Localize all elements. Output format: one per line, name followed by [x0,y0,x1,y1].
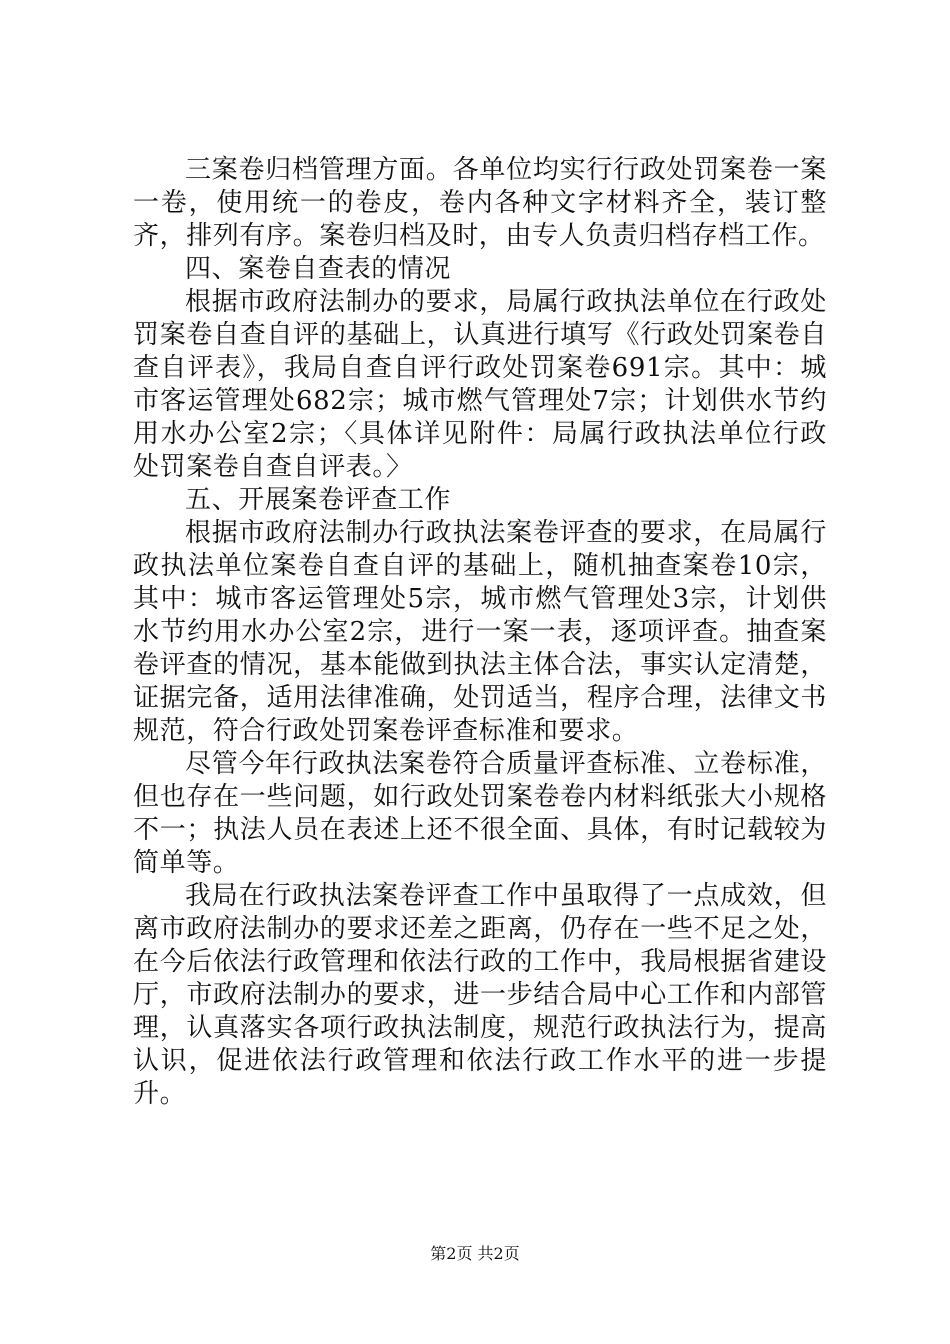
page-number-footer: 第2页 共2页 [430,1244,520,1263]
paragraph-self-check-details: 根据市政府法制办的要求，局属行政执法单位在行政处罚案卷自查自评的基础上，认真进行填写《行政处罚案卷自查自评表》，我局自查自评行政处罚案卷691宗。其中：城市客运管理处682宗；城市燃气管理处7宗；计划供水节约用水办公室2宗；〈具体详见附件：局属行政执法单位行政处罚案卷自查自评表。〉 [133,287,827,482]
paragraph-archive-management: 三案卷归档管理方面。各单位均实行行政处罚案卷一案一卷，使用统一的卷皮，卷内各种文字材料齐全，装订整齐，排列有序。案卷归档及时，由专人负责归档存档工作。 [133,155,827,251]
heading-case-review: 五、开展案卷评查工作 [185,485,452,515]
paragraph-case-review-details: 根据市政府法制办行政执法案卷评查的要求，在局属行政执法单位案卷自查自评的基础上，随机抽查案卷10宗，其中：城市客运管理处5宗，城市燃气管理处3宗，计划供水节约用水办公室2宗，进行一案一表，逐项评查。抽查案卷评查的情况，基本能做到执法主体合法，事实认定清楚，证据完备，适用法律准确，处罚适当，程序合理，法律文书规范，符合行政处罚案卷评查标准和要求。 [133,518,827,746]
paragraph-problems: 尽管今年行政执法案卷符合质量评查标准、立卷标准，但也存在一些问题，如行政处罚案卷卷内材料纸张大小规格不一；执法人员在表述上还不很全面、具体，有时记载较为简单等。 [133,749,827,878]
paragraph-conclusion: 我局在行政执法案卷评查工作中虽取得了一点成效，但离市政府法制办的要求还差之距离，仍存在一些不足之处，在今后依法行政管理和依法行政的工作中，我局根据省建设厅，市政府法制办的要求，进一步结合局中心工作和内部管理，认真落实各项行政执法制度，规范行政执法行为，提高认识，促进依法行政管理和依法行政工作水平的进一步提升。 [133,881,827,1109]
heading-self-check-table: 四、案卷自查表的情况 [185,254,452,284]
document-body [133,154,827,1111]
